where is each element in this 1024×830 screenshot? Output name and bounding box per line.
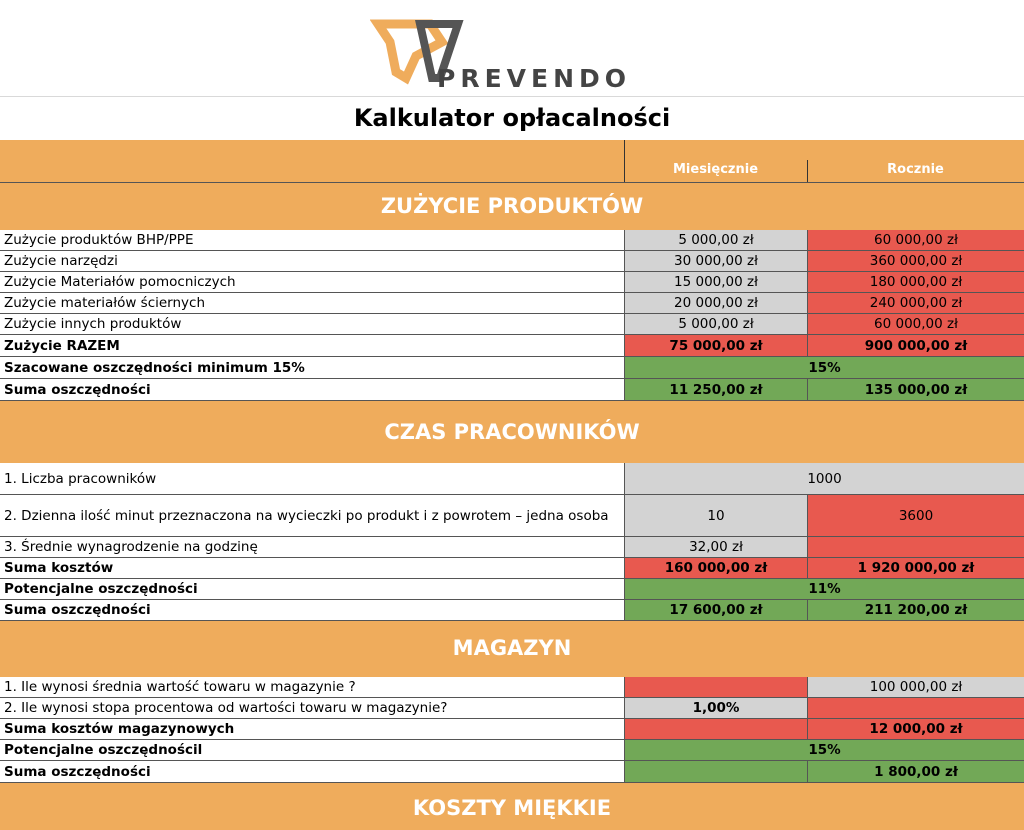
- row-label: Zużycie produktów BHP/PPE: [0, 230, 624, 251]
- savings-rate[interactable]: 15%: [624, 357, 1024, 379]
- column-header-monthly: Miesięcznie: [672, 162, 759, 177]
- row-label: 3. Średnie wynagrodzenie na godzinę: [0, 537, 624, 558]
- yearly-value: 240 000,00 zł: [807, 293, 1024, 314]
- wage-yearly: [807, 537, 1024, 558]
- interest-rate-yearly: [807, 698, 1024, 719]
- monthly-value[interactable]: 15 000,00 zł: [624, 272, 807, 293]
- yearly-savings: 135 000,00 zł: [807, 379, 1024, 401]
- row-label: Suma kosztów magazynowych: [0, 719, 624, 740]
- table-row: [0, 677, 1024, 698]
- minutes-yearly: 3600: [807, 495, 1024, 537]
- table-row: [0, 293, 1024, 314]
- avg-value-input[interactable]: 100 000,00 zł: [807, 677, 1024, 698]
- brand-name: PREVENDO: [437, 64, 632, 93]
- section-title-magazyn: MAGAZYN: [452, 636, 572, 660]
- rate-row: [0, 357, 1024, 379]
- potential-rate[interactable]: 15%: [624, 740, 1024, 761]
- potential-rate[interactable]: 11%: [624, 579, 1024, 600]
- total-row: [0, 719, 1024, 740]
- row-label: 2. Dzienna ilość minut przeznaczona na wycieczki po produkt i z powrotem – jedna osoba: [0, 495, 624, 537]
- yearly-value: 180 000,00 zł: [807, 272, 1024, 293]
- monthly-value[interactable]: 5 000,00 zł: [624, 314, 807, 335]
- row-label: Zużycie RAZEM: [0, 335, 624, 357]
- monthly-savings: 11 250,00 zł: [624, 379, 807, 401]
- table-row: [0, 314, 1024, 335]
- savings-row: [0, 600, 1024, 621]
- monthly-value[interactable]: 20 000,00 zł: [624, 293, 807, 314]
- table-row: [0, 537, 1024, 558]
- monthly-savings: 17 600,00 zł: [624, 600, 807, 621]
- section-title-zuzycie: ZUŻYCIE PRODUKTÓW: [380, 194, 644, 218]
- yearly-costs: 1 920 000,00 zł: [807, 558, 1024, 579]
- row-label: Zużycie Materiałów pomocniczych: [0, 272, 624, 293]
- monthly-costs: [624, 719, 807, 740]
- row-label: Zużycie narzędzi: [0, 251, 624, 272]
- table-row: [0, 463, 1024, 495]
- table-row: [0, 251, 1024, 272]
- savings-row: [0, 379, 1024, 401]
- savings-row: [0, 761, 1024, 783]
- yearly-total: 900 000,00 zł: [807, 335, 1024, 357]
- page-title: Kalkulator opłacalności: [353, 104, 671, 132]
- yearly-value: 60 000,00 zł: [807, 230, 1024, 251]
- rate-row: [0, 740, 1024, 761]
- rate-row: [0, 579, 1024, 600]
- row-label: 1. Liczba pracowników: [0, 463, 624, 495]
- table-row: [0, 495, 1024, 537]
- monthly-value[interactable]: 30 000,00 zł: [624, 251, 807, 272]
- monthly-value[interactable]: 5 000,00 zł: [624, 230, 807, 251]
- row-label: Suma oszczędności: [0, 600, 624, 621]
- row-label: 1. Ile wynosi średnia wartość towaru w magazynie ?: [0, 677, 624, 698]
- yearly-savings: 1 800,00 zł: [807, 761, 1024, 783]
- section-title-miekkie: KOSZTY MIĘKKIE: [412, 796, 612, 820]
- column-header-yearly: Rocznie: [887, 162, 944, 177]
- row-label: Suma oszczędności: [0, 379, 624, 401]
- monthly-total: 75 000,00 zł: [624, 335, 807, 357]
- minutes-value[interactable]: 10: [624, 495, 807, 537]
- workers-count[interactable]: 1000: [624, 463, 1024, 495]
- monthly-costs: 160 000,00 zł: [624, 558, 807, 579]
- total-row: [0, 335, 1024, 357]
- table-row: [0, 698, 1024, 719]
- yearly-value: 60 000,00 zł: [807, 314, 1024, 335]
- row-label: Suma oszczędności: [0, 761, 624, 783]
- monthly-savings: [624, 761, 807, 783]
- interest-rate-input[interactable]: 1,00%: [624, 698, 807, 719]
- row-label: 2. Ile wynosi stopa procentowa od wartości towaru w magazynie?: [0, 698, 624, 719]
- section-title-czas: CZAS PRACOWNIKÓW: [384, 420, 640, 444]
- row-label: Potencjalne oszczędnościl: [0, 740, 624, 761]
- divider: [0, 182, 1024, 183]
- total-row: [0, 558, 1024, 579]
- divider: [0, 96, 1024, 97]
- row-label: Zużycie materiałów ściernych: [0, 293, 624, 314]
- row-label: Suma kosztów: [0, 558, 624, 579]
- avg-value-monthly: [624, 677, 807, 698]
- table-row: [0, 230, 1024, 251]
- row-label: Zużycie innych produktów: [0, 314, 624, 335]
- yearly-costs: 12 000,00 zł: [807, 719, 1024, 740]
- yearly-savings: 211 200,00 zł: [807, 600, 1024, 621]
- table-row: [0, 272, 1024, 293]
- wage-value[interactable]: 32,00 zł: [624, 537, 807, 558]
- row-label: Szacowane oszczędności minimum 15%: [0, 357, 624, 379]
- row-label: Potencjalne oszczędności: [0, 579, 624, 600]
- yearly-value: 360 000,00 zł: [807, 251, 1024, 272]
